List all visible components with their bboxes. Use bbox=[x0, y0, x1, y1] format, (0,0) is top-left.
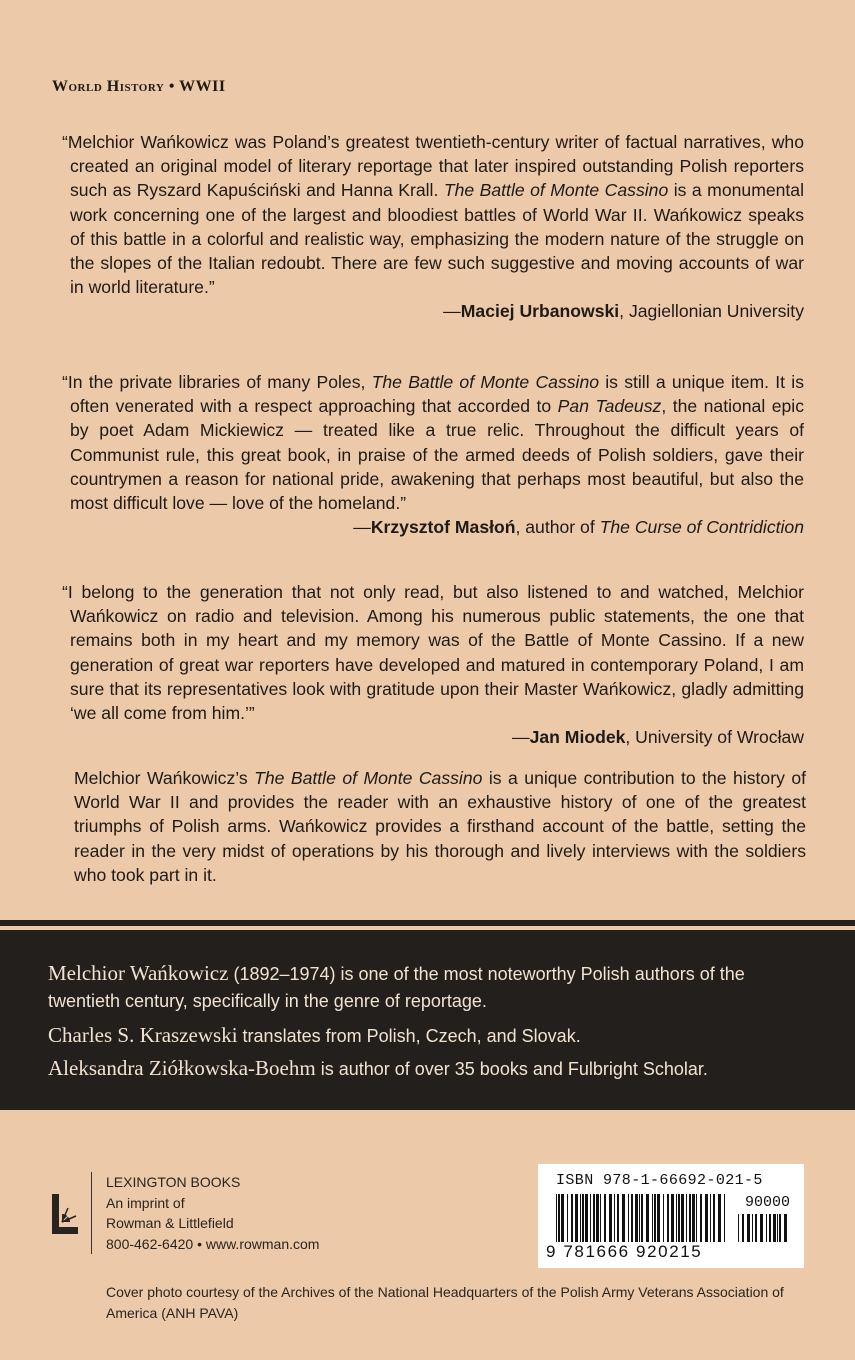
publisher-info bbox=[106, 1172, 319, 1254]
barcode-digits: 9 781666 920215 bbox=[546, 1242, 703, 1261]
isbn-text: ISBN 978-1-66692-021-5 bbox=[556, 1172, 763, 1189]
barcode-bar bbox=[635, 1194, 638, 1242]
barcode-bar bbox=[676, 1194, 677, 1242]
bio-name: Charles S. Kraszewski bbox=[48, 1023, 238, 1047]
barcode-bar bbox=[622, 1194, 625, 1242]
barcode-bar bbox=[628, 1194, 629, 1242]
barcode-bar bbox=[561, 1194, 564, 1242]
barcode-bar bbox=[593, 1194, 595, 1242]
barcode-bar bbox=[742, 1214, 744, 1242]
bio-translator: Charles S. Kraszewski translates from Polish, Czech, and Slovak. bbox=[48, 1023, 581, 1047]
publisher-name: LEXINGTON BOOKS bbox=[106, 1174, 241, 1190]
blurb-quote-1 bbox=[52, 130, 804, 324]
barcode-bar bbox=[784, 1214, 787, 1242]
barcode-bar bbox=[580, 1194, 581, 1242]
barcode-bar bbox=[678, 1194, 680, 1242]
quote-attribution: —Maciej Urbanowski, Jagiellonian University bbox=[443, 301, 804, 322]
barcode-bar bbox=[617, 1194, 619, 1242]
barcode-bar bbox=[652, 1194, 653, 1242]
barcode-bar bbox=[590, 1194, 591, 1242]
barcode-bar bbox=[700, 1194, 702, 1242]
barcode-bar bbox=[646, 1194, 649, 1242]
barcode-bar bbox=[596, 1194, 599, 1242]
publisher-parent: Rowman & Littlefield bbox=[106, 1215, 234, 1231]
barcode-bar bbox=[696, 1194, 697, 1242]
bio-author: Melchior Wańkowicz (1892–1974) is one of the most noteworthy Polish authors of the twentieth century, specifically in the genre of reportage. bbox=[48, 961, 745, 1011]
barcode-bar bbox=[614, 1194, 615, 1242]
barcode-bar bbox=[631, 1194, 633, 1242]
barcode-bar bbox=[663, 1194, 664, 1242]
barcode-bar bbox=[747, 1214, 750, 1242]
barcode-bar bbox=[705, 1194, 708, 1242]
barcode-bar bbox=[671, 1194, 674, 1242]
barcode-bar bbox=[582, 1194, 584, 1242]
barcode-bar bbox=[738, 1214, 739, 1242]
quote-text: “I belong to the generation that not only read, but also listened to and watched, Melchior Wańkowicz on radio and television. Among his numerous public statements, the one that remains both in my heart and my memory was of the Battle of Monte Cassino. If a new generation of great war reporters have developed and matured in contemporary Poland, I am sure that its representatives look with gratitude upon their Master Wańkowicz, gladly admitting ‘we all come from him.’” bbox=[62, 582, 804, 724]
book-summary: Melchior Wańkowicz’s The Battle of Monte Cassino is a unique contribution to the history of World War II and provides the reader with an exhaustive history of one of the greatest triumphs of Polish arms. Wańkowicz provides a firsthand account of the battle, setting the reader in the very midst of operations by his thorough and lively interviews with the soldiers who took part in it. bbox=[74, 768, 806, 885]
barcode-bar bbox=[641, 1194, 643, 1242]
blurb-quote-3 bbox=[52, 580, 804, 749]
barcode-bar bbox=[773, 1214, 776, 1242]
publisher-logo-icon bbox=[52, 1194, 78, 1234]
quote-author: Maciej Urbanowski bbox=[460, 301, 620, 322]
barcode-bar bbox=[686, 1194, 687, 1242]
barcode-bar bbox=[692, 1194, 695, 1242]
isbn-barcode bbox=[538, 1164, 804, 1268]
barcode-bar bbox=[769, 1214, 771, 1242]
barcode-bar bbox=[777, 1214, 778, 1242]
publisher-divider bbox=[91, 1172, 92, 1254]
quote-attribution: —Krzysztof Masłoń, author of The Curse of Contridiction bbox=[353, 517, 804, 538]
bio-name: Melchior Wańkowicz bbox=[48, 961, 229, 985]
author-bio-band bbox=[0, 930, 855, 1110]
quote-author: Jan Miodek bbox=[529, 727, 626, 748]
price-code: 90000 bbox=[744, 1194, 790, 1211]
barcode-bar bbox=[718, 1194, 721, 1242]
barcode-bar bbox=[585, 1194, 588, 1242]
bio-name: Aleksandra Ziółkowska-Boehm bbox=[48, 1056, 316, 1080]
quote-text: “Melchior Wańkowicz was Poland’s greatest twentieth-century writer of factual narratives, who created an original model of literary reportage that later inspired outstanding Polish reporters such as Ryszard Kapuściński and Hanna Krall. The Battle of Monte Cassino is a monumental work concerning one of the largest and bloodiest battles of World War II. Wańkowicz speaks of this battle in a colorful and realistic way, emphasizing the modern nature of the struggle on the slopes of the Italian redoubt. There are few such suggestive and moving accounts of war in world literature.” bbox=[62, 132, 804, 298]
quote-author: Krzysztof Masłoń bbox=[370, 517, 516, 538]
barcode-bar bbox=[755, 1214, 757, 1242]
barcode-bar bbox=[567, 1194, 568, 1242]
band-divider bbox=[0, 920, 855, 926]
barcode-bar bbox=[689, 1194, 691, 1242]
barcode-bar bbox=[575, 1194, 578, 1242]
barcode-bar bbox=[558, 1194, 560, 1242]
barcode-bar bbox=[779, 1214, 781, 1242]
barcode-bar bbox=[600, 1194, 601, 1242]
publisher-contact: 800-462-6420 • www.rowman.com bbox=[106, 1235, 320, 1252]
barcode-bar bbox=[609, 1194, 612, 1242]
barcode-bar bbox=[766, 1214, 767, 1242]
barcode-bar bbox=[760, 1214, 763, 1242]
barcode-bar bbox=[657, 1194, 660, 1242]
barcode-bar bbox=[681, 1194, 684, 1242]
barcode-bar bbox=[713, 1194, 715, 1242]
barcode-bars bbox=[556, 1194, 730, 1242]
quote-attribution: —Jan Miodek, University of Wrocław bbox=[512, 727, 804, 748]
barcode-bar bbox=[556, 1194, 557, 1242]
bio-editor: Aleksandra Ziółkowska-Boehm is author of over 35 books and Fulbright Scholar. bbox=[48, 1056, 708, 1080]
category-label: World History • WWII bbox=[52, 78, 226, 95]
photo-credit: Cover photo courtesy of the Archives of the National Headquarters of the Polish Army Veterans Association of America (ANH PAVA) bbox=[106, 1284, 784, 1321]
barcode-bar bbox=[604, 1194, 606, 1242]
barcode-bar bbox=[639, 1194, 640, 1242]
barcode-bar bbox=[724, 1194, 725, 1242]
barcode-bar bbox=[752, 1214, 753, 1242]
barcode-bar bbox=[667, 1194, 669, 1242]
barcode-bar bbox=[710, 1194, 711, 1242]
addon-barcode-bars bbox=[738, 1214, 790, 1242]
barcode-bar bbox=[571, 1194, 573, 1242]
barcode-bar bbox=[654, 1194, 656, 1242]
quote-text: “In the private libraries of many Poles, The Battle of Monte Cassino is still a unique item. It is often venerated with a respect approaching that accorded to Pan Tadeusz, the national epic by poet Adam Mickiewicz — treated like a true relic. Throughout the difficult years of Communist rule, this great book, in praise of the armed deeds of Polish soldiers, gave their countrymen a reason for national pride, awakening that perhaps most beautiful, but also the most difficult love — love of the homeland.” bbox=[62, 372, 805, 514]
blurb-quote-2 bbox=[52, 370, 804, 539]
publisher-imprint: An imprint of bbox=[106, 1194, 185, 1211]
